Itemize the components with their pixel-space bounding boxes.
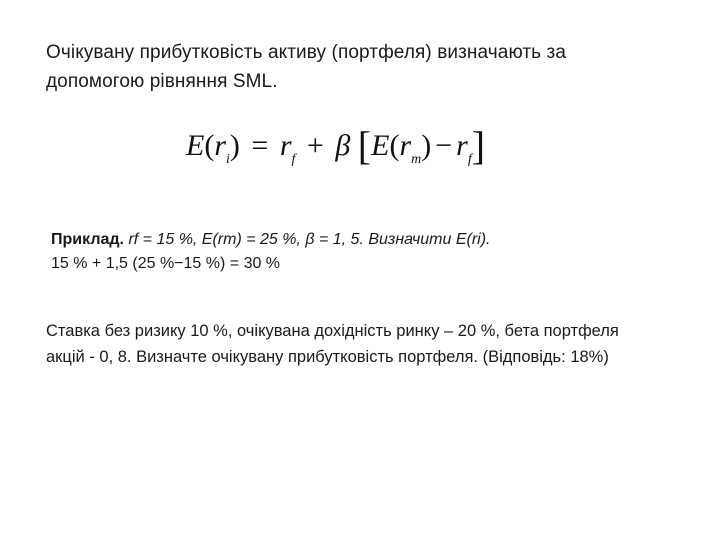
task-block bbox=[46, 318, 686, 370]
formula-plus: + bbox=[306, 129, 324, 162]
formula-e: E bbox=[186, 129, 205, 162]
formula-sub-i: i bbox=[226, 152, 230, 167]
formula-e-m: E bbox=[371, 129, 390, 162]
formula-r: r bbox=[214, 129, 227, 162]
formula-bracket-open: [ bbox=[357, 123, 372, 168]
example-given: rf = 15 %, E(rm) = 25 %, β = 1, 5. Визначити E(ri). bbox=[128, 231, 491, 248]
formula-sub-f: f bbox=[291, 152, 296, 167]
formula-r-f2: r bbox=[456, 129, 468, 162]
formula-sub-f2: f bbox=[467, 152, 472, 167]
sml-formula: $E(r_i) = r_f + \beta$ $[E(r_m) - r_f]$ bbox=[186, 123, 486, 168]
formula-r-m: r bbox=[399, 129, 412, 162]
intro-line-1: Очікувану прибутковість активу (портфеля) визначають за bbox=[46, 42, 567, 63]
formula-bracket-close: ] bbox=[471, 123, 486, 168]
formula-beta: β bbox=[335, 129, 351, 162]
task-line-2: акцій - 0, 8. Визначте очікувану прибутковість портфеля. (Відповідь: 18%) bbox=[46, 348, 609, 366]
formula-minus: − bbox=[435, 129, 453, 162]
formula-equals: = bbox=[251, 129, 269, 162]
intro-text bbox=[46, 38, 676, 96]
formula-sub-m: m bbox=[411, 152, 422, 167]
example-solution: 15 % + 1,5 (25 %−15 %) = 30 % bbox=[51, 255, 281, 272]
example-label: Приклад. bbox=[51, 231, 124, 248]
example-block bbox=[51, 228, 671, 276]
example-line-1 bbox=[51, 228, 671, 252]
intro-line-2: допомогою рівняння SML. bbox=[46, 71, 278, 92]
formula-r-f: r bbox=[279, 129, 292, 162]
task-line-1: Ставка без ризику 10 %, очікувана дохідність ринку – 20 %, бета портфеля bbox=[46, 322, 619, 340]
